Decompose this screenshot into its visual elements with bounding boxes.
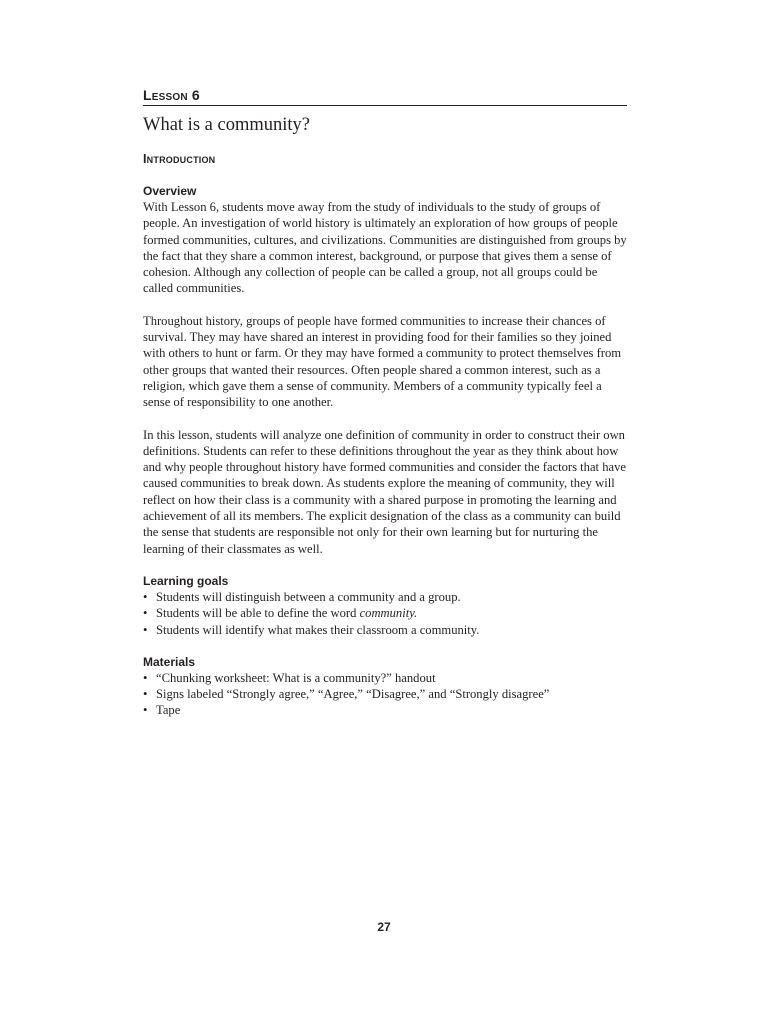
bullet-icon: • (143, 606, 148, 621)
page-content (143, 86, 627, 719)
bullet-icon: • (143, 589, 148, 604)
learning-goals-list (143, 589, 627, 638)
bullet-icon: • (143, 670, 148, 685)
list-item (143, 670, 627, 686)
materials-list (143, 670, 627, 719)
list-item (143, 605, 627, 621)
materials-section (143, 654, 627, 719)
material-text: Signs labeled “Strongly agree,” “Agree,” “Disagree,” and “Strongly disagree” (156, 687, 550, 702)
overview-paragraph-2: Throughout history, groups of people have formed communities to increase their chances of survival. They may have shared an interest in providing food for their families so they joined with others to hunt or farm. Or they may have formed a community to protect themselves from other groups that wanted their resources. Often people shared a common interest, such as a religion, which gave them a sense of community. Members of a community typically feel a sense of responsibility to one another. (143, 313, 622, 410)
learning-goal-text: Students will be able to define the word (156, 606, 360, 621)
introduction-heading: Introduction (143, 152, 216, 166)
bullet-icon: • (143, 703, 148, 718)
list-item (143, 702, 627, 718)
material-text: Tape (156, 703, 181, 718)
overview-paragraph-3: In this lesson, students will analyze one definition of community in order to construct their own definitions. Students can refer to these definitions throughout the year as they think about how and why people throughout history have formed communities and consider the factors that have caused communities to break down. As students explore the meaning of community, they will reflect on how their class is a community with a shared purpose in promoting the learning and achievement of all its members. The explicit designation of the class as a community can build the sense that students are responsible not only for their own learning but for nurturing the learning of their classmates as well. (143, 427, 626, 556)
materials-heading: Materials (143, 654, 196, 669)
lesson-title: What is a community? (143, 115, 310, 135)
emphasized-term: community. (359, 606, 418, 621)
page-number: 27 (377, 920, 391, 934)
list-item (143, 589, 627, 605)
learning-goals-section (143, 573, 627, 638)
overview-section (143, 183, 627, 557)
list-item (143, 622, 627, 638)
material-text: “Chunking worksheet: What is a community?” handout (156, 670, 436, 685)
list-item (143, 686, 627, 702)
learning-goals-heading: Learning goals (143, 573, 229, 588)
overview-heading: Overview (143, 184, 197, 198)
learning-goal-text: Students will distinguish between a community and a group. (156, 589, 461, 604)
bullet-icon: • (143, 687, 148, 702)
overview-paragraph-1: With Lesson 6, students move away from the study of individuals to the study of groups of people. An investigation of world history is ultimately an exploration of how groups of people formed communities, cultures, and civilizations. Communities are distinguished from groups by the fact that they share a common interest, background, or purpose that gives them a sense of cohesion. Although any collection of people can be called a group, not all groups could be called communities. (143, 200, 627, 296)
learning-goal-text: Students will identify what makes their classroom a community. (156, 622, 480, 637)
lesson-label: Lesson 6 (143, 86, 627, 106)
bullet-icon: • (143, 622, 148, 637)
